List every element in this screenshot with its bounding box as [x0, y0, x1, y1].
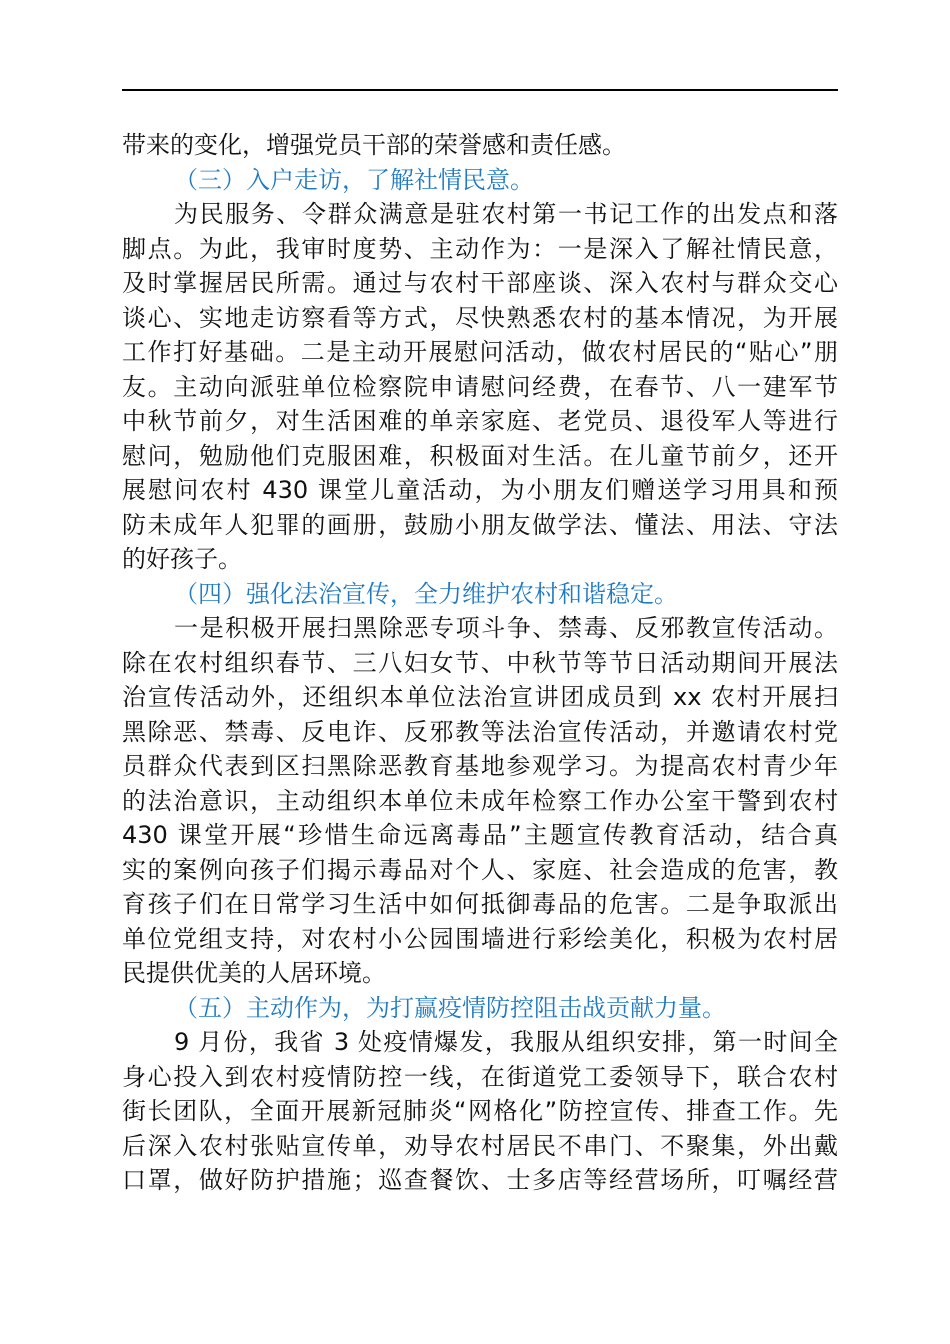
paragraph-line: 治宣传活动外，还组织本单位法治宣讲团成员到 xx 农村开展扫: [122, 683, 838, 711]
paragraph-line: 育孩子们在日常学习生活中如何抵御毒品的危害。二是争取派出: [122, 890, 838, 918]
paragraph-line: 实的案例向孩子们揭示毒品对个人、家庭、社会造成的危害，教: [122, 855, 838, 884]
paragraph-line: 慰问，勉励他们克服困难，积极面对生活。在儿童节前夕，还开: [122, 441, 838, 470]
paragraph-line: 中秋节前夕，对生活困难的单亲家庭、老党员、退役军人等进行: [122, 407, 838, 435]
paragraph-line: 口罩，做好防护措施；巡查餐饮、士多店等经营场所，叮嘱经营: [122, 1166, 838, 1194]
paragraph-line: 友。主动向派驻单位检察院申请慰问经费，在春节、八一建军节: [122, 372, 838, 401]
paragraph-line: 民提供优美的人居环境。: [122, 959, 386, 987]
paragraph-line: 谈心、实地走访察看等方式，尽快熟悉农村的基本情况，为开展: [122, 303, 838, 332]
paragraph-line: 的法治意识，主动组织本单位未成年检察工作办公室干警到农村: [122, 786, 838, 815]
paragraph-line: 脚点。为此，我审时度势、主动作为：一是深入了解社情民意，: [122, 234, 838, 263]
section-heading-line: （三）入户走访，了解社情民意。: [174, 165, 534, 194]
paragraph-line: 为民服务、令群众满意是驻农村第一书记工作的出发点和落: [174, 200, 838, 228]
paragraph-line: 工作打好基础。二是主动开展慰问活动，做农村居民的“贴心”朋: [122, 338, 838, 366]
paragraph-line: 展慰问农村 430 课堂儿童活动，为小朋友们赠送学习用具和预: [122, 476, 838, 504]
header-rule: [122, 89, 838, 91]
paragraph-line: 员群众代表到区扫黑除恶教育基地参观学习。为提高农村青少年: [122, 752, 838, 780]
paragraph-line: 防未成年人犯罪的画册，鼓励小朋友做学法、懂法、用法、守法: [122, 510, 838, 539]
paragraph-line: 9 月份，我省 3 处疫情爆发，我服从组织安排，第一时间全: [174, 1028, 838, 1056]
paragraph-line: 单位党组支持，对农村小公园围墙进行彩绘美化，积极为农村居: [122, 924, 838, 953]
section-heading-line: （五）主动作为，为打赢疫情防控阻击战贡献力量。: [174, 993, 726, 1022]
paragraph-line: 的好孩子。: [122, 545, 242, 573]
section-heading-line: （四）强化法治宣传，全力维护农村和谐稳定。: [174, 579, 678, 608]
paragraph-line: 一是积极开展扫黑除恶专项斗争、禁毒、反邪教宣传活动。: [174, 614, 838, 642]
paragraph-line: 及时掌握居民所需。通过与农村干部座谈、深入农村与群众交心: [122, 269, 838, 297]
paragraph-line: 身心投入到农村疫情防控一线，在街道党工委领导下，联合农村: [122, 1062, 838, 1091]
paragraph-line: 除在农村组织春节、三八妇女节、中秋节等节日活动期间开展法: [122, 648, 838, 677]
paragraph-line: 后深入农村张贴宣传单，劝导农村居民不串门、不聚集，外出戴: [122, 1131, 838, 1160]
document-body: [122, 128, 838, 1198]
paragraph-line: 黑除恶、禁毒、反电诈、反邪教等法治宣传活动，并邀请农村党: [122, 717, 838, 746]
paragraph-line: 430 课堂开展“珍惜生命远离毒品”主题宣传教育活动，结合真: [122, 821, 838, 849]
paragraph-line: 街长团队，全面开展新冠肺炎“网格化”防控宣传、排查工作。先: [122, 1097, 838, 1125]
paragraph-line: 带来的变化，增强党员干部的荣誉感和责任感。: [122, 131, 626, 159]
